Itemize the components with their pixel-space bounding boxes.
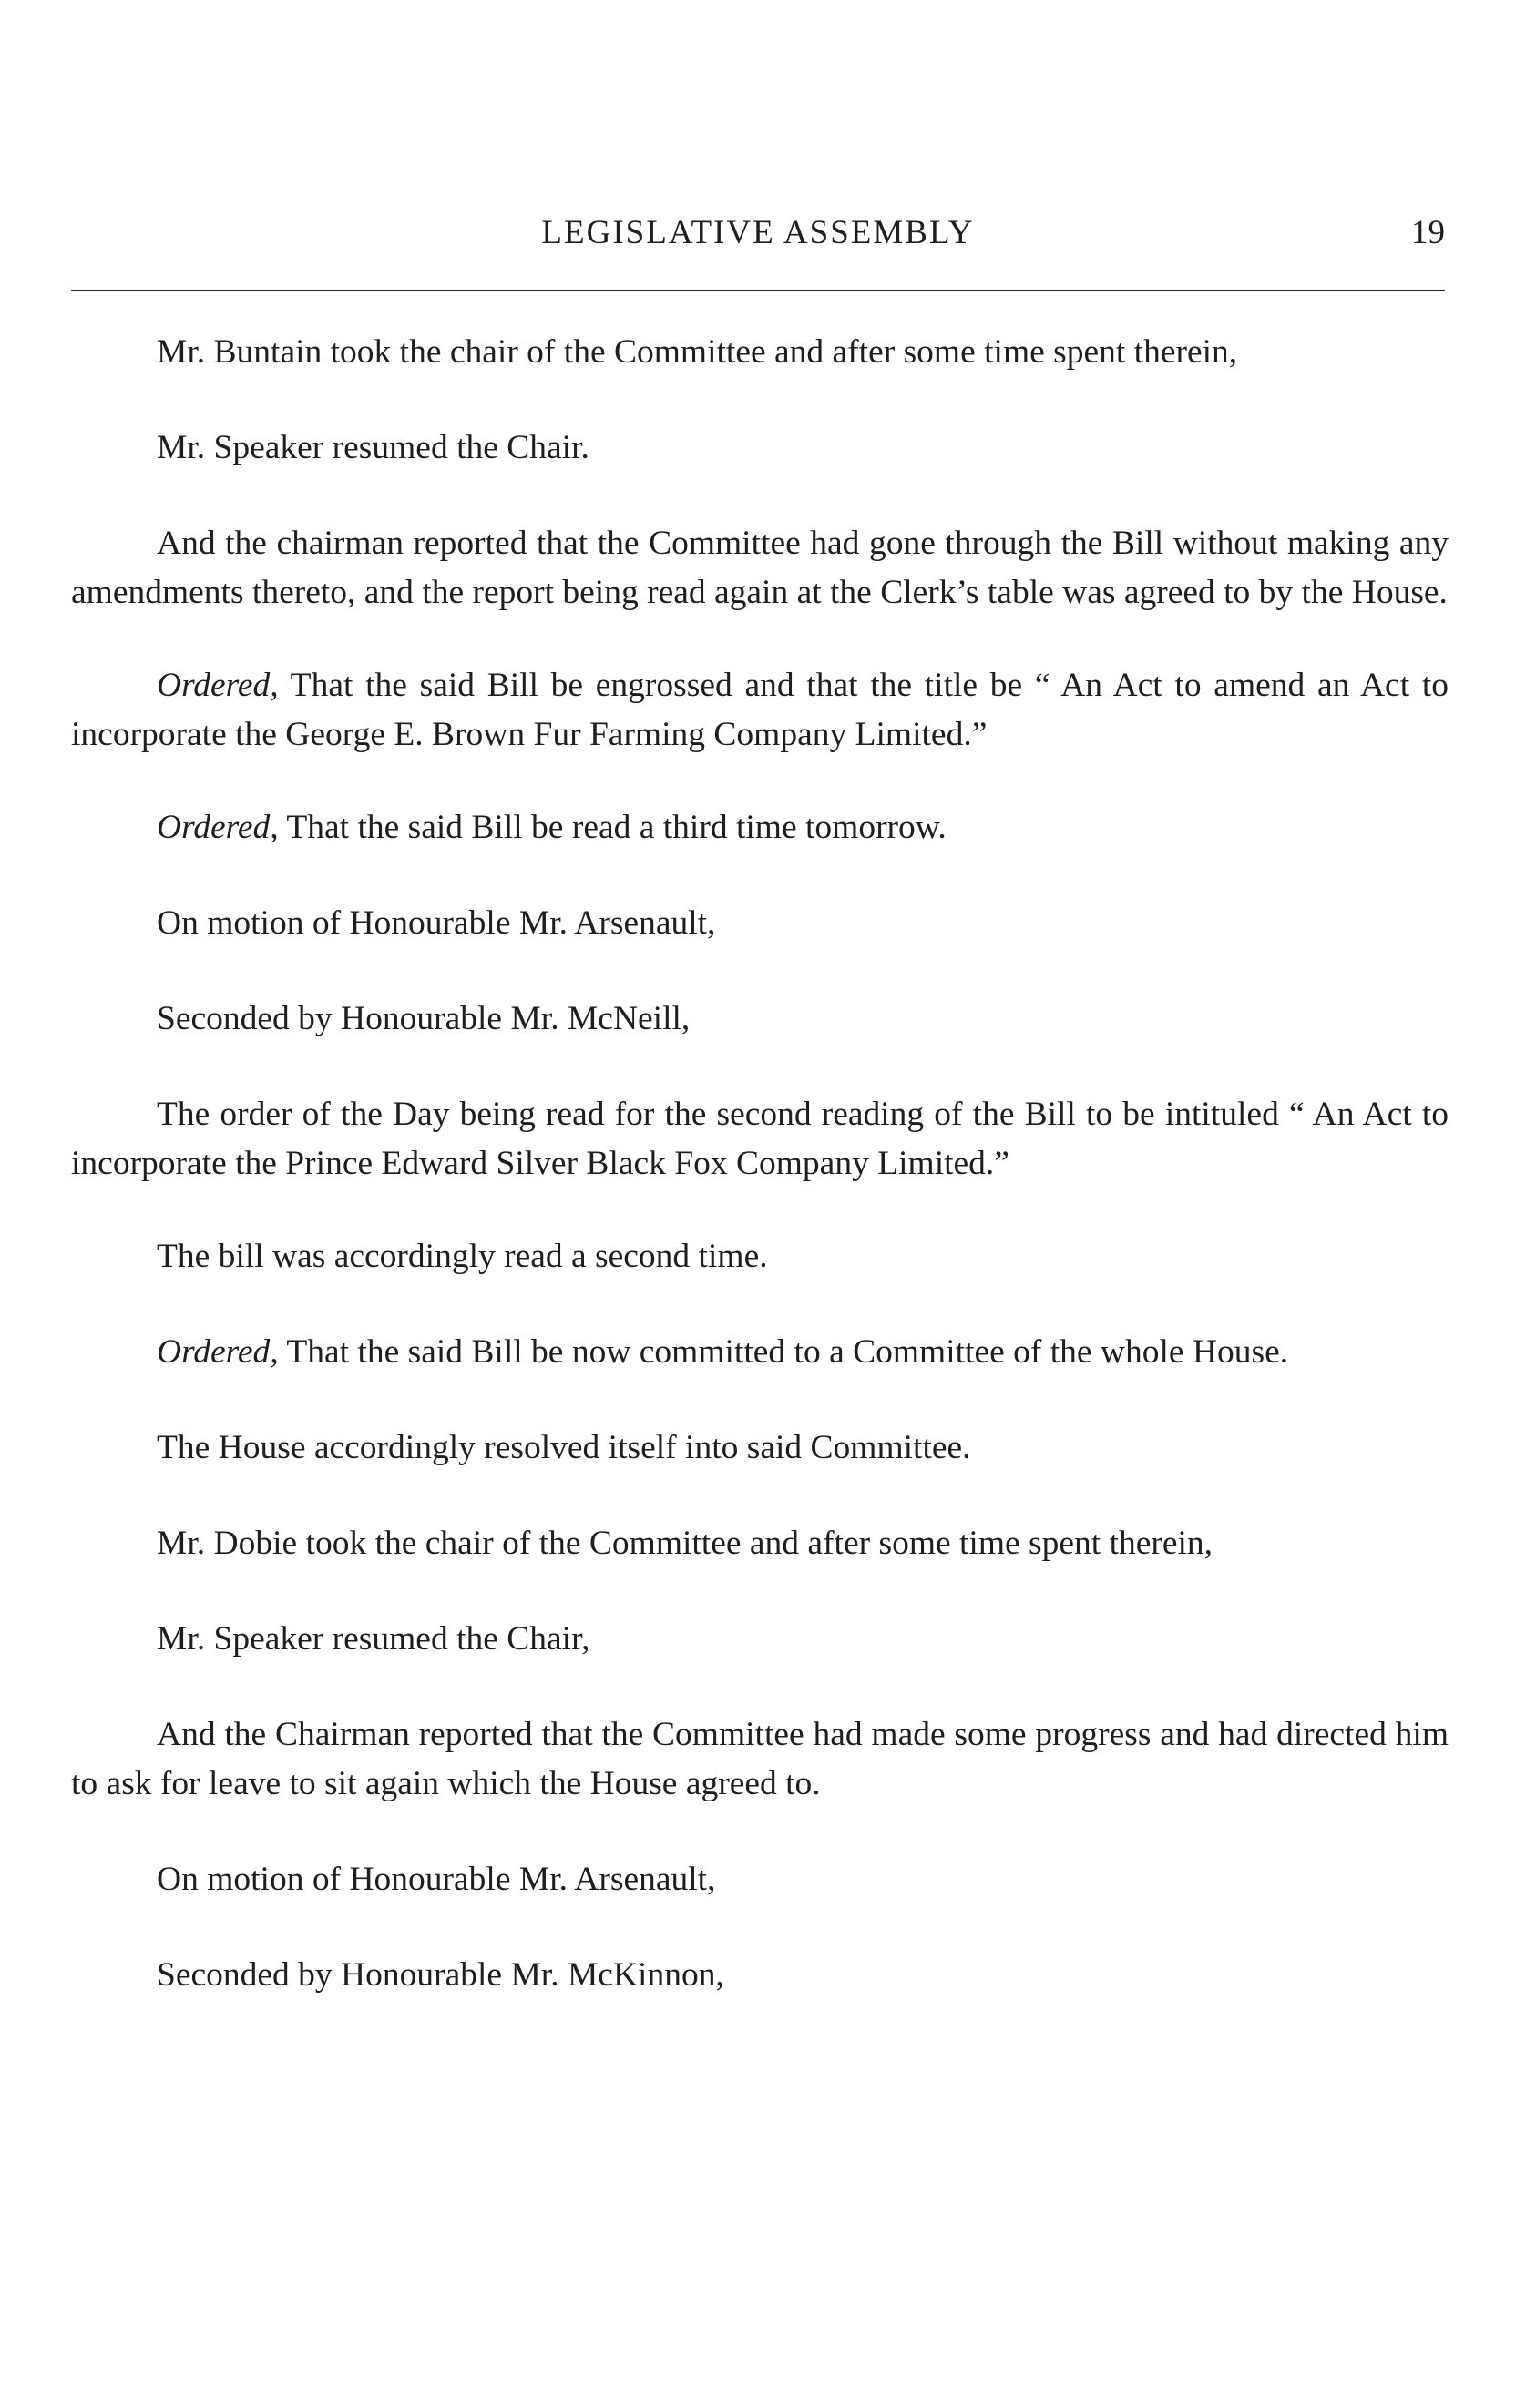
paragraph-text: Mr. Dobie took the chair of the Committee and after some time spent therein, <box>157 1525 1213 1562</box>
paragraph-text: On motion of Honourable Mr. Arsenault, <box>157 904 716 942</box>
paragraph-text: Mr. Speaker resumed the Chair, <box>157 1620 590 1658</box>
paragraph-order-of-day <box>71 1090 1449 1189</box>
paragraph-seconded-mckinnon <box>71 1951 1449 2000</box>
paragraph-chairman-progress <box>71 1710 1449 1809</box>
paragraph-text: Mr. Buntain took the chair of the Committee and after some time spent therein, <box>157 333 1238 371</box>
paragraph-motion-arsenault <box>71 899 1449 948</box>
paragraph-speaker-resumed <box>71 423 1449 473</box>
paragraph-text: And the chairman reported that the Committee had gone through the Bill without making any amendments thereto, and the report being read again at the Clerk’s table was agreed to by the House. <box>71 525 1449 611</box>
paragraph-text: On motion of Honourable Mr. Arsenault, <box>157 1861 716 1898</box>
paragraph-lead: Ordered, <box>157 809 279 846</box>
page-number: 19 <box>1411 214 1445 251</box>
paragraph-second-reading <box>71 1232 1449 1281</box>
paragraph-lead: Ordered, <box>157 1333 279 1371</box>
paragraph-seconded-mcneill <box>71 995 1449 1044</box>
paragraph-text: That the said Bill be engrossed and that the title be “ An Act to amend an Act to incorporate the George E. Brown Fur Farming Company Limited.” <box>71 667 1449 753</box>
paragraph-text: The order of the Day being read for the second reading of the Bill to be intituled “ An Act to incorporate the Prince Edward Silver Black Fox Company Limited.” <box>71 1096 1449 1182</box>
paragraph-dobie-chair <box>71 1519 1449 1568</box>
paragraph-text: Seconded by Honourable Mr. McNeill, <box>157 1000 691 1037</box>
paragraph-text: That the said Bill be read a third time tomorrow. <box>278 809 947 846</box>
running-head-title: LEGISLATIVE ASSEMBLY <box>541 214 975 251</box>
paragraph-house-resolved <box>71 1423 1449 1473</box>
paragraph-text: The bill was accordingly read a second time. <box>157 1238 768 1275</box>
paragraph-motion-arsenault-2 <box>71 1855 1449 1904</box>
paragraph-text: That the said Bill be now committed to a Committee of the whole House. <box>278 1333 1289 1371</box>
header-rule <box>71 290 1445 291</box>
paragraph-speaker-resumed-2 <box>71 1615 1449 1664</box>
paragraph-ordered-third-reading <box>71 803 1449 852</box>
body-text <box>71 328 1449 2046</box>
paragraph-ordered-engrossed <box>71 661 1449 760</box>
running-head <box>71 208 1445 262</box>
paragraph-text: Seconded by Honourable Mr. McKinnon, <box>157 1956 724 1994</box>
paragraph-text: Mr. Speaker resumed the Chair. <box>157 429 589 466</box>
paragraph-text: The House accordingly resolved itself into said Committee. <box>157 1429 971 1466</box>
paragraph-chairman-report <box>71 519 1449 617</box>
paragraph-ordered-committed <box>71 1328 1449 1377</box>
paragraph-lead: Ordered, <box>157 667 279 704</box>
paragraph-text: And the Chairman reported that the Committee had made some progress and had directed him to ask for leave to sit again which the House agreed to. <box>71 1716 1449 1802</box>
paragraph-buntain-chair <box>71 328 1449 377</box>
